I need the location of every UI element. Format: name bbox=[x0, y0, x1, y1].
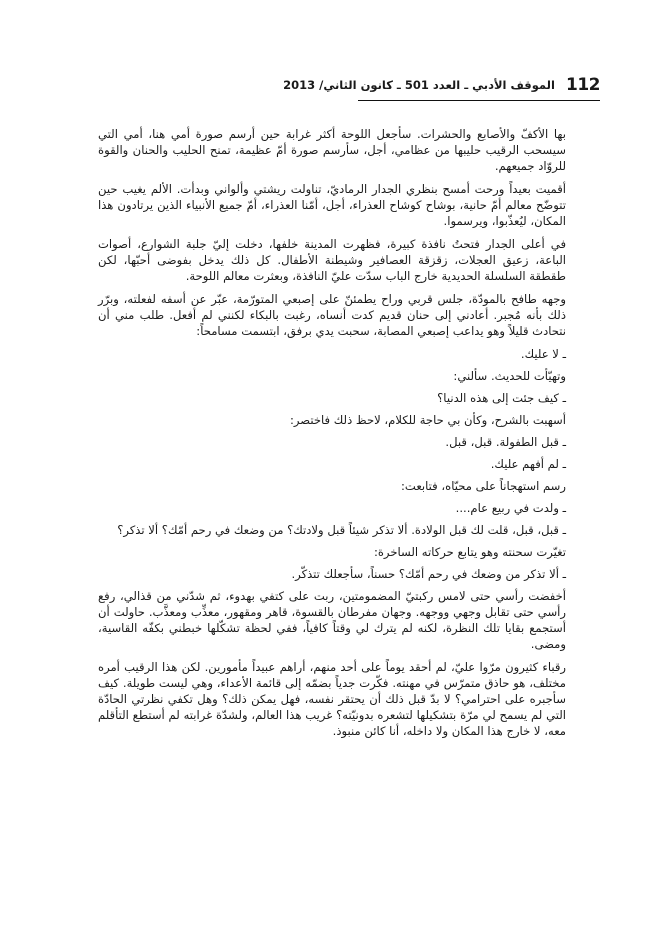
paragraph: بها الأكفّ والأصابع والحشرات. سأجعل اللوحة أكثر غرابة حين أرسم صورة أمي هنا، أمي التي سيسحب الرقيب حليبها من عظامي، أجل، سأرسم صورة أمّ عظيمة، تمنح الحليب والحنان والقوة للروّاد جميعهم. bbox=[98, 127, 566, 173]
dialog-line: ـ قبل الطفولة. قبل، قبل. bbox=[445, 435, 566, 449]
paragraph: رقباء كثيرون مرّوا عليّ، لم أحقد يوماً على أحد منهم، أراهم عبيداً مأمورين. لكن هذا الرقيب أمره مختلف، هو حاذق متمرّس في مهنته. فكّرت جدياً بضمّه إلى قائمة الأعداء، وهي ليست طويلة. كيف سأجبره على احترامي؟ لا بدّ قبل ذلك أن يحتقر نفسه، فهل يمكن ذلك؟ وهل تكفي نظرتي الحادّة التي لم يسمح لي مرّة بتشكيلها لتشعره بدونيّته؟ غريب هذا العالم، ولشدّة غرابته لم أستطع التأقلم معه، لا خارج هذا المكان ولا داخله، أنا كائن منبوذ. bbox=[98, 660, 566, 738]
paragraph: في أعلى الجدار فتحتُ نافذة كبيرة، فظهرت المدينة خلفها، دخلت إليّ جلبة الشوارع، أصوات الباعة، زعيق العجلات، زقزقة العصافير وشيطنة الأطفال. كل ذلك يدخل بفوضى أحبّها، لكن طقطقة السلسلة الحديدية خارج الباب سدّت عليّ النافذة، وبعثرت معالم اللوحة. bbox=[98, 237, 566, 283]
dialog-line: أسهبت بالشرح، وكأن بي حاجة للكلام، لاحظ ذلك فاختصر: bbox=[290, 413, 566, 427]
dialog-line: ـ ولدت في ربيع عام.... bbox=[455, 501, 566, 515]
dialog-line: ـ لا عليك. bbox=[520, 347, 566, 361]
page-header bbox=[283, 74, 600, 98]
dialog-line: ـ كيف جئت إلى هذه الدنيا؟ bbox=[437, 391, 566, 405]
dialog-line: وتهيّأت للحديث. سألني: bbox=[453, 369, 566, 383]
dialog-line: تغيّرت سحنته وهو يتابع حركاته الساخرة: bbox=[373, 545, 566, 559]
paragraph: وجهه طافح بالمودّة، جلس قربي وراح يطمئنّ على إصبعي المتورّمة، عبّر عن أسفه لفعلته، وبرّر ذلك بأنه مُجبر. أعادني إلى حنان قديم كدت أنساه، رغبت بالبكاء لكنني لم أفعل. طلب مني أن نتحادث قليلاً وهو يداعب إصبعي المصابة، سحبت يدي برفق، ابتسمت مسامحاً: bbox=[98, 292, 566, 338]
header-rule bbox=[358, 100, 600, 101]
running-title: الموقف الأدبي ـ العدد 501 ـ كانون الثاني/ 2013 bbox=[283, 77, 555, 92]
dialog-line: ـ قبل، قبل، قلت لك قبل الولادة. ألا تذكر شيئاً قبل ولادتك؟ من وضعك في رحم أمّك؟ ألا تذكر؟ bbox=[117, 523, 566, 537]
paragraph: أقميت بعيداً ورحت أمسح بنظري الجدار الرماديّ، تناولت ريشتي وألواني وبدأت. الألم يغيب حين تتوضّح معالم أمّ حانية، بوشاح كوشاح العذراء، أجل، أمّنا العذراء، أمّ جميع الأنبياء الذين يرتادون هذا المكان، ليُعذّبوا، ويرسموا. bbox=[98, 182, 566, 228]
dialog-line: ـ ألا تذكر من وضعك في رحم أمّك؟ حسناً، سأجعلك تتذكّر. bbox=[291, 567, 566, 581]
paragraph: أخفضت رأسي حتى لامس ركبتيّ المضمومتين، ربت على كتفي بهدوء، ثم شدّني من قذالي، رفع رأسي حتى تقابل وجهي ووجهه. وجهان مفرطان بالقسوة، قاهر ومقهور، معذِّب ومعذَّب. حاولت أن أستجمع بقايا تلك النظرة، لكنه لم يترك لي وقتاً كافياً، ففي لحظة تشكّلها خبطني بكفّه القاسية، ومضى. bbox=[98, 589, 566, 651]
dialog-line: ـ لم أفهم عليك. bbox=[490, 457, 566, 471]
article-body bbox=[98, 126, 566, 746]
page-number: 112 bbox=[566, 74, 600, 95]
dialog-line: رسم استهجاناً على محيّاه، فتابعت: bbox=[401, 479, 566, 493]
